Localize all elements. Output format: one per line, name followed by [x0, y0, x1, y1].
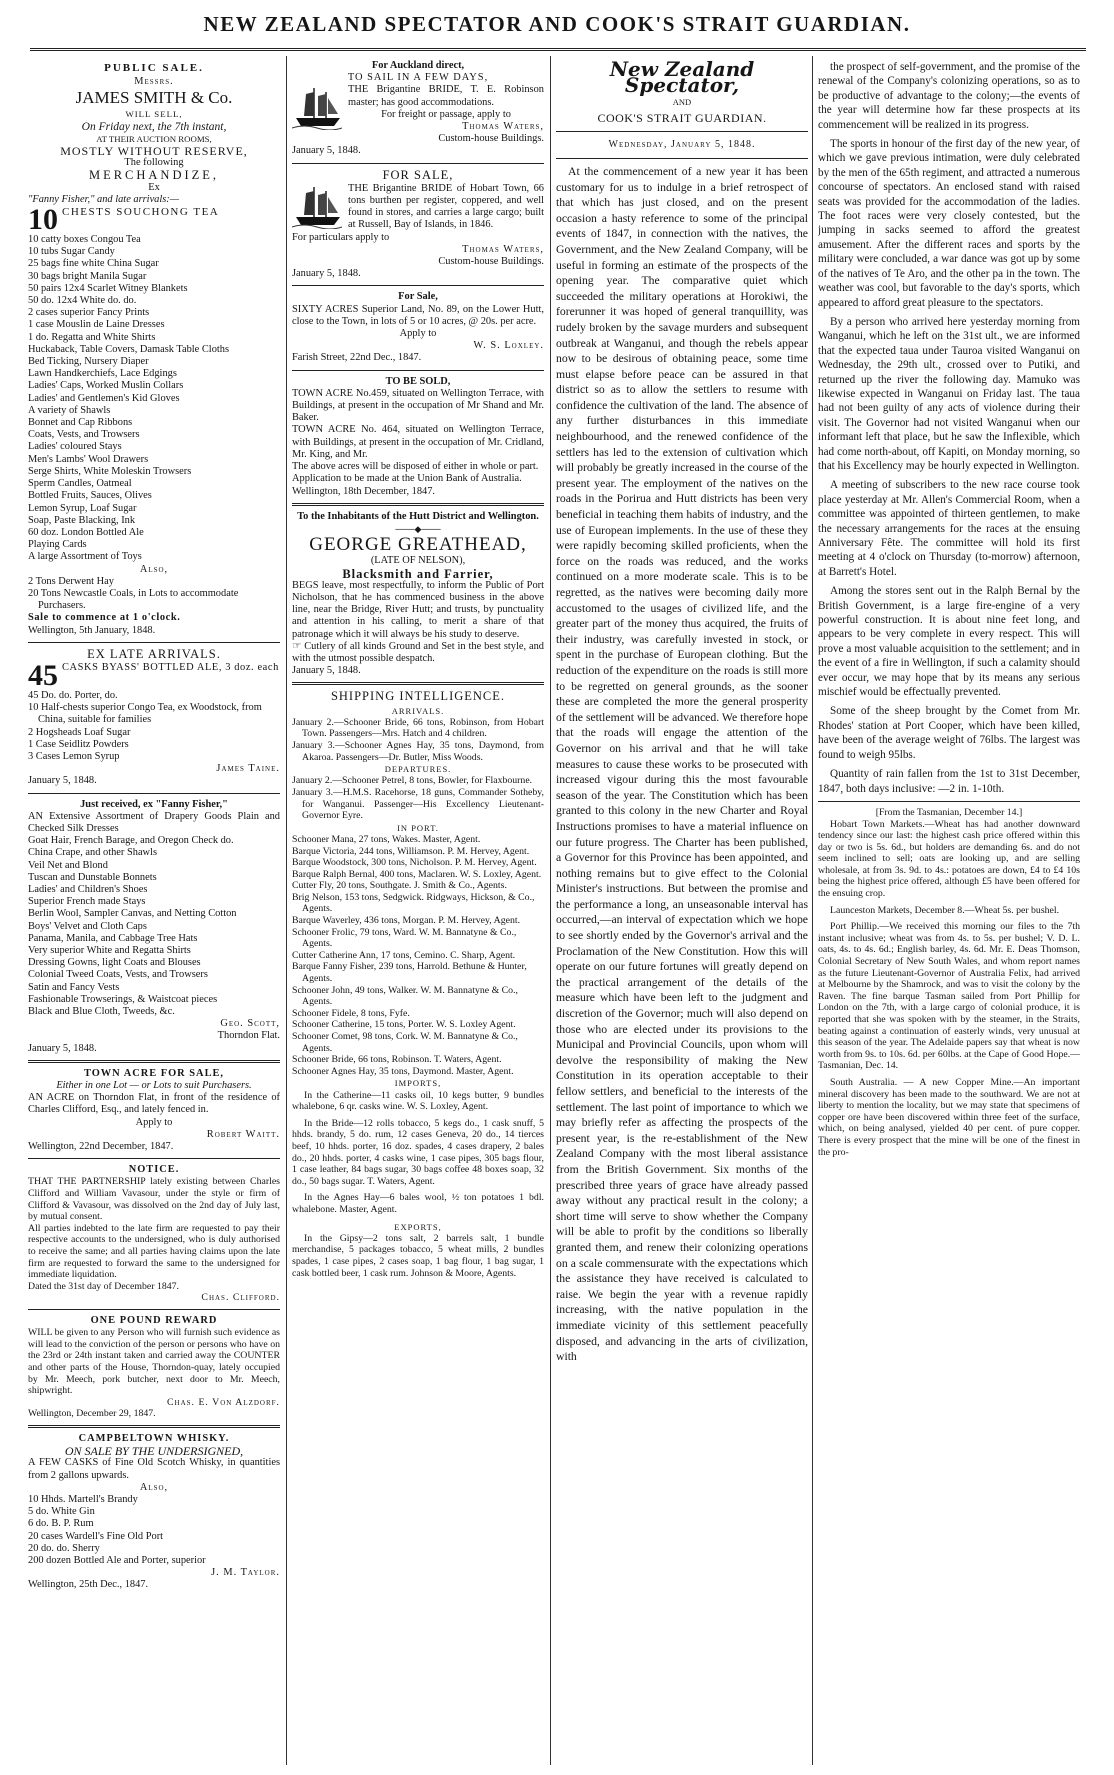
paper-title-and: AND	[672, 97, 692, 108]
list-item: Serge Shirts, White Moleskin Trowsers	[28, 465, 192, 477]
ad-date: Wellington, 5th January, 1848.	[28, 624, 156, 636]
list-item: 20 do. do. Sherry	[28, 1542, 100, 1554]
ad-line: Custom-house Buildings.	[438, 133, 544, 145]
column-divider	[550, 56, 551, 1765]
list-item: Colonial Tweed Coats, Vests, and Trowsers	[28, 969, 208, 981]
ad-heading: TO BE SOLD,	[385, 375, 451, 387]
list-item: Huckaback, Table Covers, Damask Table Cloths	[28, 343, 230, 355]
title-rule	[556, 158, 808, 159]
ad-signature: James Taine.	[216, 763, 280, 775]
shipping-entry: January 2.—Schooner Bride, 66 tons, Robinson, from Hobart Town. Passengers—Mrs. Hatch and 4 children.	[292, 716, 544, 740]
list-item: Bed Ticking, Nursery Diaper	[28, 356, 149, 368]
shipping-entry: In the Gipsy—2 tons salt, 2 barrels salt, 1 bundle merchandise, 5 packages tobacco, 5 wheat mills, 2 bundles spades, 1 case pipes, 2 cases soap, 1 bag flour, 1 bag sugar, 1 cask bottled beer, 1 cask rum. Johnson & Moore, Agents.	[292, 1232, 544, 1279]
list-item: Panama, Manila, and Cabbage Tree Hats	[28, 932, 198, 944]
ad-date: Dated the 31st day of December 1847.	[28, 1280, 179, 1292]
subsection-label: IN PORT.	[397, 822, 439, 833]
ad-separator	[292, 682, 544, 685]
ad-signature: Chas. Clifford.	[201, 1292, 280, 1304]
list-item: 1 case Mouslin de Laine Dresses	[28, 319, 165, 331]
public-sale-ad	[28, 62, 280, 637]
ad-line: Ex	[148, 181, 160, 193]
ad-line: "Fanny Fisher," and late arrivals:—	[28, 193, 180, 205]
ex-late-ad	[28, 648, 280, 788]
masthead: NEW ZEALAND SPECTATOR AND COOK'S STRAIT GUARDIAN.	[203, 12, 911, 36]
paragraph: South Australia. — A new Copper Mine.—An important mineral discovery has been made to the southward. We are not at liberty to mention the locality, but we may state that specimens of copper ore have been discovered within three feet of the surface, which, on being analysed, yielded 40 per cent. of pure copper. There is every prospect that the mine will be one of the finest in the pro-	[818, 1076, 1080, 1158]
ad-date: January 5, 1848.	[292, 268, 361, 280]
list-item: Ladies' and Children's Shoes	[28, 883, 148, 895]
paragraph: Among the stores sent out in the Ralph Bernal by the British Government, is a large fire-engine of a very powerful construction. It is about nine feet long, and appears to be very complete in every respect. This will prove a most valuable acquisition to the settlement; and in the event of a fire in Wellington, if such a calamity should ever occur, we may hope that by its means any serious mischief would be effectually prevented.	[818, 585, 1080, 699]
shipping-entry: Schooner Mana, 27 tons, Wakes. Master, Agent.	[292, 833, 481, 845]
ad-separator	[292, 370, 544, 371]
ad-line: AT THEIR AUCTION ROOMS,	[96, 133, 212, 144]
ad-separator	[28, 642, 280, 643]
ad-line: Either in one Lot — or Lots to suit Purchasers.	[56, 1080, 252, 1092]
ad-body: A FEW CASKS of Fine Old Scotch Whisky, in quantities from 2 gallons upwards.	[28, 1457, 280, 1481]
ad-heading: For Sale,	[398, 291, 438, 303]
town-acre-ad	[28, 1068, 280, 1153]
paragraph: Port Phillip.—We received this morning our files to the 7th instant inclusive; wheat was from 4s. to 5s. per bushel; V. D. L. oats, 4s. to 4s. 6d.; English barley, 4s. 6d. Mr. E. Deas Thomson, Colonial Secretary of New South Wales, and whom report names as the future Lieutenant-Governor of Australia Felix, had arrived at Melbourne by the Shamrock, and was to visit the colony by the Raven. The fine barque Tasman sailed from Port Phillip for London on the 7th, with a large cargo of colonial produce, it is reported that she was spoken with by the steamer, in the Straits, beating against a continuation of easterly winds, very unusual at this season of the year. The Adelaide papers say that wheat is now worth from 9s. to 10s. 6d. per 60lbs. at the Cape of Good Hope.—Tasmanian, Dec. 14.	[818, 921, 1080, 1072]
sixty-acres-ad	[292, 291, 544, 364]
ad-line: Also,	[139, 563, 169, 575]
ad-line: TO SAIL IN A FEW DAYS,	[347, 72, 489, 84]
shipping-entry: Barque Ralph Bernal, 400 tons, Maclaren. W. S. Loxley, Agent.	[292, 868, 542, 880]
ad-body: All parties indebted to the late firm are requested to pay their respective accounts to the undersigned, who is duly authorised to receive the same; and all parties having claims upon the late firm are requested to forward the same to the undersigned for immediate liquidation.	[28, 1222, 280, 1281]
ad-heading: To the Inhabitants of the Hutt District and Wellington.	[297, 510, 539, 522]
ad-line: For particulars apply to	[292, 231, 390, 243]
ad-separator	[292, 503, 544, 506]
shipping-entry: January 3.—Schooner Agnes Hay, 35 tons, Daymond, from Akaroa. Passengers—Dr. Butler, Miss Woods.	[292, 739, 544, 763]
ad-date: Wellington, 22nd December, 1847.	[28, 1141, 174, 1153]
shipping-entry: Cutter Catherine Ann, 17 tons, Cemino. C. Sharp, Agent.	[292, 949, 516, 961]
ad-signature: Thomas Waters,	[462, 243, 544, 255]
shipping-entry: Schooner John, 49 tons, Walker. W. M. Bannatyne & Co., Agents.	[292, 984, 518, 1008]
lead-item	[28, 206, 280, 234]
imports-list	[292, 1090, 544, 1216]
lead-text: CASKS BYASS' BOTTLED ALE, 3 doz. each	[62, 661, 279, 673]
ad-heading: ONE POUND REWARD	[90, 1314, 218, 1326]
list-item: Sperm Candles, Oatmeal	[28, 478, 132, 490]
column-divider	[286, 56, 287, 1765]
ad-heading: FOR SALE,	[382, 167, 454, 182]
to-be-sold-ad	[292, 376, 544, 498]
shipping-entry: Schooner Fidele, 8 tons, Fyfe.	[292, 1007, 410, 1019]
list-item: Fashionable Trowserings, & Waistcoat pieces	[28, 993, 218, 1005]
list-item: Boys' Velvet and Cloth Caps	[28, 920, 147, 932]
news-items	[818, 60, 1080, 796]
list-item: 45 Do. do. Porter, do.	[28, 689, 118, 701]
list-item: 1 Case Seidlitz Powders	[28, 738, 129, 750]
list-item: 60 doz. London Bottled Ale	[28, 526, 144, 538]
trade: Blacksmith and Farrier,	[342, 566, 494, 581]
column-1	[28, 60, 280, 1765]
ad-separator	[28, 1309, 280, 1310]
item-list	[28, 690, 280, 763]
ad-line: Apply to	[399, 328, 437, 340]
ad-line: MERCHANDIZE,	[88, 168, 220, 183]
greathead-ad	[292, 511, 544, 678]
list-item: Men's Lambs' Wool Drawers	[28, 453, 149, 465]
ad-body: TOWN ACRE No.459, situated on Wellington Terrace, with Buildings, at present in the occupation of Mr Shand and Mr. Baker.	[292, 387, 544, 424]
list-item: Superior French made Stays	[28, 896, 146, 908]
ad-heading: NOTICE.	[128, 1164, 180, 1176]
list-item: Goat Hair, French Barage, and Oregon Check do.	[28, 835, 234, 847]
person-name: GEORGE GREATHEAD,	[309, 534, 527, 556]
ad-line: The following	[124, 157, 184, 169]
ad-separator	[292, 285, 544, 286]
shipping-intelligence	[292, 690, 544, 1279]
list-item: 2 Tons Derwent Hay	[28, 575, 114, 587]
list-item: 10 Hhds. Martell's Brandy	[28, 1493, 138, 1505]
list-item: 50 pairs 12x4 Scarlet Witney Blankets	[28, 282, 188, 294]
editorial	[556, 164, 808, 1365]
ad-body: AN ACRE on Thorndon Flat, in front of the residence of Charles Clifford, Esq., and lately fenced in.	[28, 1092, 280, 1116]
paragraph: the prospect of self-government, and the promise of the renewal of the Company's colonizing operations, so as to be productive of advantage to the colony;—the events of the year will determine how far these prospects at its commencement will be realized in its progress.	[818, 61, 1080, 131]
in-port-list	[292, 834, 544, 1077]
list-item: 30 bags bright Manila Sugar	[28, 270, 147, 282]
list-item: Lemon Syrup, Loaf Sugar	[28, 502, 137, 514]
reward-ad	[28, 1315, 280, 1420]
list-item: Bottled Fruits, Sauces, Olives	[28, 490, 152, 502]
shipping-entry: January 2.—Schooner Petrel, 8 tons, Bowler, for Flaxbourne.	[292, 775, 533, 787]
list-item: Lawn Handkerchiefs, Lace Edgings	[28, 368, 177, 380]
exports-list	[292, 1233, 544, 1279]
column-divider	[812, 56, 813, 1765]
shipping-entry: January 3.—H.M.S. Racehorse, 18 guns, Commander Sotheby, for Wanganui. Passenger—His Excellency Lieutenant-Governor Eyre.	[292, 786, 544, 822]
ad-heading: Just received, ex "Fanny Fisher,"	[80, 798, 228, 810]
paragraph: A meeting of subscribers to the new race course took place yesterday at Mr. Allen's Commercial Room, when a committee was appointed of thirteen gentlemen, to make the necessary arrangements for the races at the ensuing Anniversary Fête. The committee will hold its first meeting at 4 o'clock on Thursday (to-morrow) afternoon, at Barrett's Hotel.	[818, 479, 1080, 578]
ad-line: Sale to commence at 1 o'clock.	[28, 612, 181, 624]
ad-separator	[28, 793, 280, 794]
ad-date: Wellington, 25th Dec., 1847.	[28, 1579, 149, 1591]
list-item: Tuscan and Dunstable Bonnets	[28, 871, 157, 883]
paragraph: Hobart Town Markets.—Wheat has had another downward tendency since our last: the highest cash price offered within this day or two is 5s. 6d., but holders are demanding 6s. and do not seem inclined to sell; oats are looking up, and are selling wholesale, at from 3s. 9d. to 4s.: potatoes are down, £4 to £4 10s being the highest price offered, although £5 have been offered for the ensuing crop.	[818, 818, 1080, 900]
ad-separator	[28, 1060, 280, 1063]
ornament: ───◆───	[395, 523, 441, 534]
ad-body: SIXTY ACRES Superior Land, No. 89, on the Lower Hutt, close to the Town, in lots of 5 or 10 acres, @ 20s. per acre.	[292, 303, 544, 327]
auckland-ad	[292, 60, 544, 158]
list-item: 2 cases superior Fancy Prints	[28, 307, 150, 319]
list-item: Satin and Fancy Vests	[28, 981, 120, 993]
ad-heading: EX LATE ARRIVALS.	[87, 646, 221, 661]
ad-line: (LATE OF NELSON),	[370, 555, 466, 567]
ad-separator	[28, 1425, 280, 1428]
source-heading: [From the Tasmanian, December 14.]	[875, 806, 1023, 818]
lead-number: 45	[28, 661, 58, 690]
list-item: 20 Tons Newcastle Coals, in Lots to accommodate Purchasers.	[28, 587, 239, 612]
title-rule	[556, 131, 808, 132]
list-item: 3 Cases Lemon Syrup	[28, 750, 120, 762]
issue-date: Wednesday, January 5, 1848.	[608, 139, 756, 151]
subsection-label: IMPORTS,	[394, 1078, 442, 1089]
shipping-entry: Schooner Comet, 98 tons, Cork. W. M. Bannatyne & Co., Agents.	[292, 1031, 518, 1054]
item-list	[28, 234, 280, 563]
ad-body: BEGS leave, most respectfully, to inform the Public of Port Nicholson, that he has commenced business in the above line, near the Bridge, River Hutt; and trusts, by punctuality and attention in his calling, to merit a share of that patronage which it will always be his study to deserve.	[292, 579, 544, 640]
ad-heading: CAMPBELTOWN WHISKY.	[78, 1432, 230, 1444]
list-item: Ladies' Caps, Worked Muslin Collars	[28, 380, 184, 392]
ad-body: THAT THE PARTNERSHIP lately existing between Charles Clifford and William Vavasour, under the style or firm of Clifford & Vavasour, was dissolved on the 2nd day of July last, by mutual consent.	[28, 1176, 280, 1223]
ad-date: January 5, 1848.	[28, 775, 97, 787]
shipping-entry: In the Agnes Hay—6 bales wool, ½ ton potatoes 1 bdl. whalebone. Master, Agent.	[292, 1192, 544, 1215]
ad-date: Wellington, 18th December, 1847.	[292, 485, 436, 497]
departures-list	[292, 775, 544, 821]
item-list	[28, 1494, 280, 1567]
ad-line: Messrs.	[134, 76, 174, 88]
subsection-label: EXPORTS,	[394, 1221, 442, 1232]
list-item: Coats, Vests, and Trowsers	[28, 429, 140, 441]
lead-item	[28, 662, 280, 690]
paper-subtitle: COOK'S STRAIT GUARDIAN.	[597, 110, 767, 125]
list-item: Soap, Paste Blacking, Ink	[28, 514, 136, 526]
ad-signature: Thomas Waters,	[462, 121, 544, 133]
masthead-rule	[30, 48, 1086, 51]
shipping-entry: Cutter Fly, 20 tons, Southgate. J. Smith & Co., Agents.	[292, 880, 507, 892]
list-item: Berlin Wool, Sampler Canvas, and Netting Cotton	[28, 908, 237, 920]
ad-line: Apply to	[135, 1116, 173, 1128]
list-item: Ladies' and Gentlemen's Kid Gloves	[28, 392, 180, 404]
list-item: 2 Hogsheads Loaf Sugar	[28, 726, 131, 738]
ad-heading: For Auckland direct,	[371, 60, 465, 71]
subsection-label: ARRIVALS.	[391, 705, 445, 716]
shipping-entry: Schooner Agnes Hay, 35 tons, Daymond. Master, Agent.	[292, 1065, 514, 1077]
ad-signature: Chas. E. Von Alzdorf.	[167, 1396, 280, 1408]
arrivals-list	[292, 717, 544, 763]
list-item: A variety of Shawls	[28, 404, 111, 416]
shipping-entry: Schooner Bride, 66 tons, Robinson. T. Waters, Agent.	[292, 1054, 502, 1066]
paragraph: By a person who arrived here yesterday morning from Wanganui, which he left on the 31st ult., we are informed that the expected taua under Tauroa visited Wanganui on Wednesday, the 29th ult., crossed over to Putiki, and returned up the river the following day. Mamuko was likewise expected in Wanganui on Friday last. The taua had not been guilty of any acts of violence during their visit. The Governor had not visited Wanganui when our informant left that place, but he saw the Inflexible, which had come north-about, off Kapiti, on Monday morning, so that his Excellency may be hourly expected in Wellington.	[818, 315, 1080, 472]
list-item: Bonnet and Cap Ribbons	[28, 417, 133, 429]
list-item: China Crape, and other Shawls	[28, 847, 157, 859]
shipping-entry: Schooner Frolic, 79 tons, Ward. W. M. Bannatyne & Co., Agents.	[292, 926, 517, 950]
ad-line: Custom-house Buildings.	[438, 256, 544, 268]
ad-line: MOSTLY WITHOUT RESERVE,	[60, 144, 248, 159]
ad-heading: TOWN ACRE FOR SALE,	[83, 1067, 225, 1079]
shipping-entry: Barque Victoria, 244 tons, Williamson. P. M. Hervey, Agent.	[292, 845, 530, 857]
shipping-entry: In the Catherine—11 casks oil, 10 kegs butter, 9 bundles whalebone, 6 qr. casks wine. W. S. Loxley, Agent.	[292, 1089, 544, 1113]
list-item: 5 do. White Gin	[28, 1506, 95, 1518]
ad-line: Thorndon Flat.	[217, 1030, 280, 1042]
ad-separator	[292, 163, 544, 164]
fanny-fisher-ad	[28, 799, 280, 1055]
section-heading: SHIPPING INTELLIGENCE.	[330, 689, 506, 704]
column-4	[818, 60, 1080, 1765]
ad-separator	[28, 1158, 280, 1159]
list-item: 200 dozen Bottled Ale and Porter, superior	[28, 1554, 206, 1566]
ad-body: The above acres will be disposed of either in whole or part.	[292, 461, 539, 473]
list-item: 20 cases Wardell's Fine Old Port	[28, 1530, 164, 1542]
paper-title: New Zealand Spectator,	[609, 60, 755, 97]
paragraph: Launceston Markets, December 8.—Wheat 5s. per bushel.	[830, 904, 1060, 916]
ad-body: THE Brigantine BRIDE, T. E. Robinson master; has good accommodations.	[348, 84, 544, 108]
ad-date: Farish Street, 22nd Dec., 1847.	[292, 352, 422, 364]
for-sale-ad	[292, 169, 544, 281]
shipping-entry: Barque Waverley, 436 tons, Morgan. P. M. Hervey, Agent.	[292, 915, 521, 927]
shipping-entry: In the Bride—12 rolls tobacco, 5 kegs do., 1 cask snuff, 5 hhds. brandy, 5 do. rum, 12 cases Geneva, 20 do., 14 tierces beef, 10 hhds. porter, 16 doz. spades, 4 cases drapery, 2 bales do., 20 hhds. porter, 4 casks wine, 1 case pipes, 305 bags flour, 1 case leather, 84 bags sugar, 30 bags coffee 48 boxes soap, 32 do., 50 bags sugar. T. Waters, Agent.	[292, 1117, 544, 1187]
item-list	[28, 576, 280, 613]
paragraph: The sports in honour of the first day of the new year, of which we gave previous intimation, were duly celebrated by the men of the 65th regiment, and attracted a numerous concourse of spectators. An enclosed stand with raised seats was provided for the accommodation of the ladies. The foot races were very closely contested, but the jumping in sacks seemed to afford the greatest amusement. After the different races and sports by the military were concluded, a war dance was got up by some of the natives of Te Aro, and the other pa in the town. The weather was cool, but favorable to the day's sports, which appeared to afford great pleasure to the spectators.	[818, 138, 1080, 309]
ad-body: ☞ Cutlery of all kinds Ground and Set in the best style, and with the utmost possible despatch.	[292, 640, 544, 664]
list-item: 10 catty boxes Congou Tea	[28, 234, 141, 246]
ad-signature: Robert Waitt.	[206, 1128, 280, 1140]
whisky-ad	[28, 1433, 280, 1592]
list-item: 1 do. Regatta and White Shirts	[28, 331, 156, 343]
ad-date: January 5, 1848.	[292, 145, 361, 157]
list-item: Playing Cards	[28, 539, 87, 551]
paragraph: At the commencement of a new year it has been customary for us to indulge in a brief retrospect of that which has just closed, and on the present occasion a hasty reference to some of the principal events of 1847, in connection with the natives, the Government, and the New Zealand Company, will be useful in forming an estimate of the prospects of the opening year. The comparative quiet which succeeded the military operations at Horokiwi, the forerunner it was hoped of general tranquillity, was rudely broken by the savage murders and subsequent outbreak at Wanganui, and though the rebels appear now to be desirous of obtaining peace, some time must elapse before peace can be assured in that district so as to allow the settlers to resume with confidence the cultivation of the land. The absence of any further disturbances in this immediate neighbourhood, and the renewed confidence of the settlers has led to the extension of cultivation which will probably be greatly increased in the course of the present year. The employment of the natives on the roads in the Porirua and Hutt districts has been very beneficial in teaching them habits of industry, and the use of European implements. In the use of these they were rapidly becoming skilled proficients, when the force on the roads was reduced, and the works continued on a more moderate scale. This is to be regretted, as the natives were becoming daily more accustomed to the usages of civilized life, and the greater part of the money thus acquired, the fruits of their industry, was carefully invested in stock, or spent in the purchase of European clothing. But the reduction of the expenditure on the roads is still more to be regretted on general grounds, as the sooner these are completed the more the general prosperity of the settlement will be advanced. We therefore hope that the roads will engage the attention of the Governor on his arrival and that he will take measures to cause these works to be prosecuted with increased vigour during this the most favourable season of the year. The Constitution which has been granted to this colony in the new Charter and Royal Instructions promises to have a material influence on our future progress. The Charter has been published, a Governor for this Province has been appointed, and nothing remains but to give effect to the Colonial Minister's instructions. But between the promise and the performance a long, an unseasonable interval has occurred,—an interval of expectation which we hope to see shortly ended by the Governor's arrival and the Proclamation of the New Constitution. How this will operate on our future fortunes will greatly depend on the practical arrangement of the details of the measure which have been left to the judgment and discretion of the Governor; much will also depend on those who are elected under its provisions to the Municipal and Provincial Councils, upon whom will devolve the responsibility of making the New Constitution in its operation acceptable to their fellow settlers, and beneficial to the interests of the settlement. The last point of importance to which we may briefly refer as affecting the prospects of the present year, is the re-establishment of the New Zealand Company with the most liberal assistance from the British Government. Six months of the prescribed three years of grace have already passed away without any practical result in the colony; a short time will serve to show whether the Company will be able to profit by the conditions so liberally granted them, and renew their colonizing operations on a scale commensurate with the expectations which the assistance they have received is calculated to raise. We begin the year with a revenue rapidly increasing, with the native population in the immediate vicinity of this settlement peacefully disposed, and advancing in the arts of civilization, with	[556, 164, 808, 1364]
paragraph: Some of the sheep brought by the Comet from Mr. Rhodes' station at Port Cooper, which have been killed, have been of the average weight of 76lbs. The largest was found to weigh 95lbs.	[818, 705, 1080, 761]
ad-date: January 5, 1848.	[28, 1042, 97, 1054]
list-item: 50 do. 12x4 White do. do.	[28, 295, 137, 307]
ad-body: AN Extensive Assortment of Drapery Goods Plain and Checked Silk Dresses	[28, 810, 280, 834]
ship-icon	[292, 185, 342, 229]
ad-heading: PUBLIC SALE.	[104, 62, 204, 74]
notice-ad	[28, 1164, 280, 1304]
ad-line: ON SALE BY THE UNDERSIGNED,	[64, 1444, 244, 1459]
lead-text: CHESTS SOUCHONG TEA	[62, 206, 220, 219]
ad-line: For freight or passage, apply to	[381, 108, 511, 120]
list-item: Very superior White and Regatta Shirts	[28, 945, 191, 956]
list-item: Black and Blue Cloth, Tweeds, &c.	[28, 1006, 175, 1018]
ad-body: Application to be made at the Union Bank of Australia.	[292, 473, 522, 485]
lead-number: 10	[28, 206, 58, 235]
list-item: Veil Net and Blond	[28, 859, 108, 871]
column-2	[292, 60, 544, 1765]
ad-body: THE Brigantine BRIDE of Hobart Town, 66 tons burthen per register, coppered, and well found in stores, and carries a large cargo; built at Russell, Bay of Islands, in 1846.	[348, 182, 544, 231]
ship-icon	[292, 86, 342, 130]
shipping-entry: Schooner Catherine, 15 tons, Porter. W. S. Loxley Agent.	[292, 1019, 516, 1031]
ad-body: TOWN ACRE No. 464, situated on Wellington Terrace, with Buildings, at present in the occupation of Mr. Cridland, Mr. King, and Mr.	[292, 424, 544, 460]
list-item: 6 do. B. P. Rum	[28, 1518, 94, 1530]
column-3	[556, 60, 808, 1765]
subsection-label: DEPARTURES.	[384, 764, 452, 775]
list-item: A large Assortment of Toys	[28, 551, 142, 563]
list-item: Dressing Gowns, light Coats and Blouses	[28, 957, 201, 969]
shipping-entry: Brig Nelson, 153 tons, Sedgwick. Ridgways, Hickson, & Co., Agents.	[292, 891, 535, 915]
list-item: 10 tubs Sugar Candy	[28, 246, 115, 258]
firm-name: JAMES SMITH & Co.	[75, 88, 233, 108]
shipping-entry: Barque Fanny Fisher, 239 tons, Harrold. Bethune & Hunter, Agents.	[292, 961, 527, 985]
ad-line: Also,	[139, 1481, 169, 1493]
ad-line: WILL SELL,	[125, 109, 183, 120]
ad-date: January 5, 1848.	[292, 665, 361, 677]
ad-date: Wellington, December 29, 1847.	[28, 1408, 156, 1420]
list-item: 25 bags fine white China Sugar	[28, 258, 159, 270]
list-item: Ladies' coloured Stays	[28, 441, 122, 453]
market-reports	[818, 819, 1080, 1159]
ad-signature: W. S. Loxley.	[473, 340, 544, 352]
paragraph: Quantity of rain fallen from the 1st to 31st December, 1847, both days inclusive: —2 in. 1-10th.	[818, 768, 1080, 795]
shipping-entry: Barque Woodstock, 300 tons, Nicholson. P. M. Hervey, Agent.	[292, 857, 537, 869]
ad-signature: J. M. Taylor.	[211, 1567, 280, 1579]
section-rule	[818, 801, 1080, 802]
item-list	[28, 835, 280, 1018]
ad-line: On Friday next, the 7th instant,	[81, 120, 227, 133]
list-item: 10 Half-chests superior Congo Tea, ex Woodstock, from China, suitable for families	[28, 702, 262, 726]
ad-body: WILL be given to any Person who will furnish such evidence as will lead to the conviction of the person or persons who have on the 23rd or 24th instant taken and carried away the COUNTER and other parts of the House, Thorndon-quay, lately occupied by Mr. Meech, pork butcher, next door to Mr. Meech, shipwright.	[28, 1327, 280, 1397]
ad-signature: Geo. Scott,	[220, 1018, 280, 1030]
